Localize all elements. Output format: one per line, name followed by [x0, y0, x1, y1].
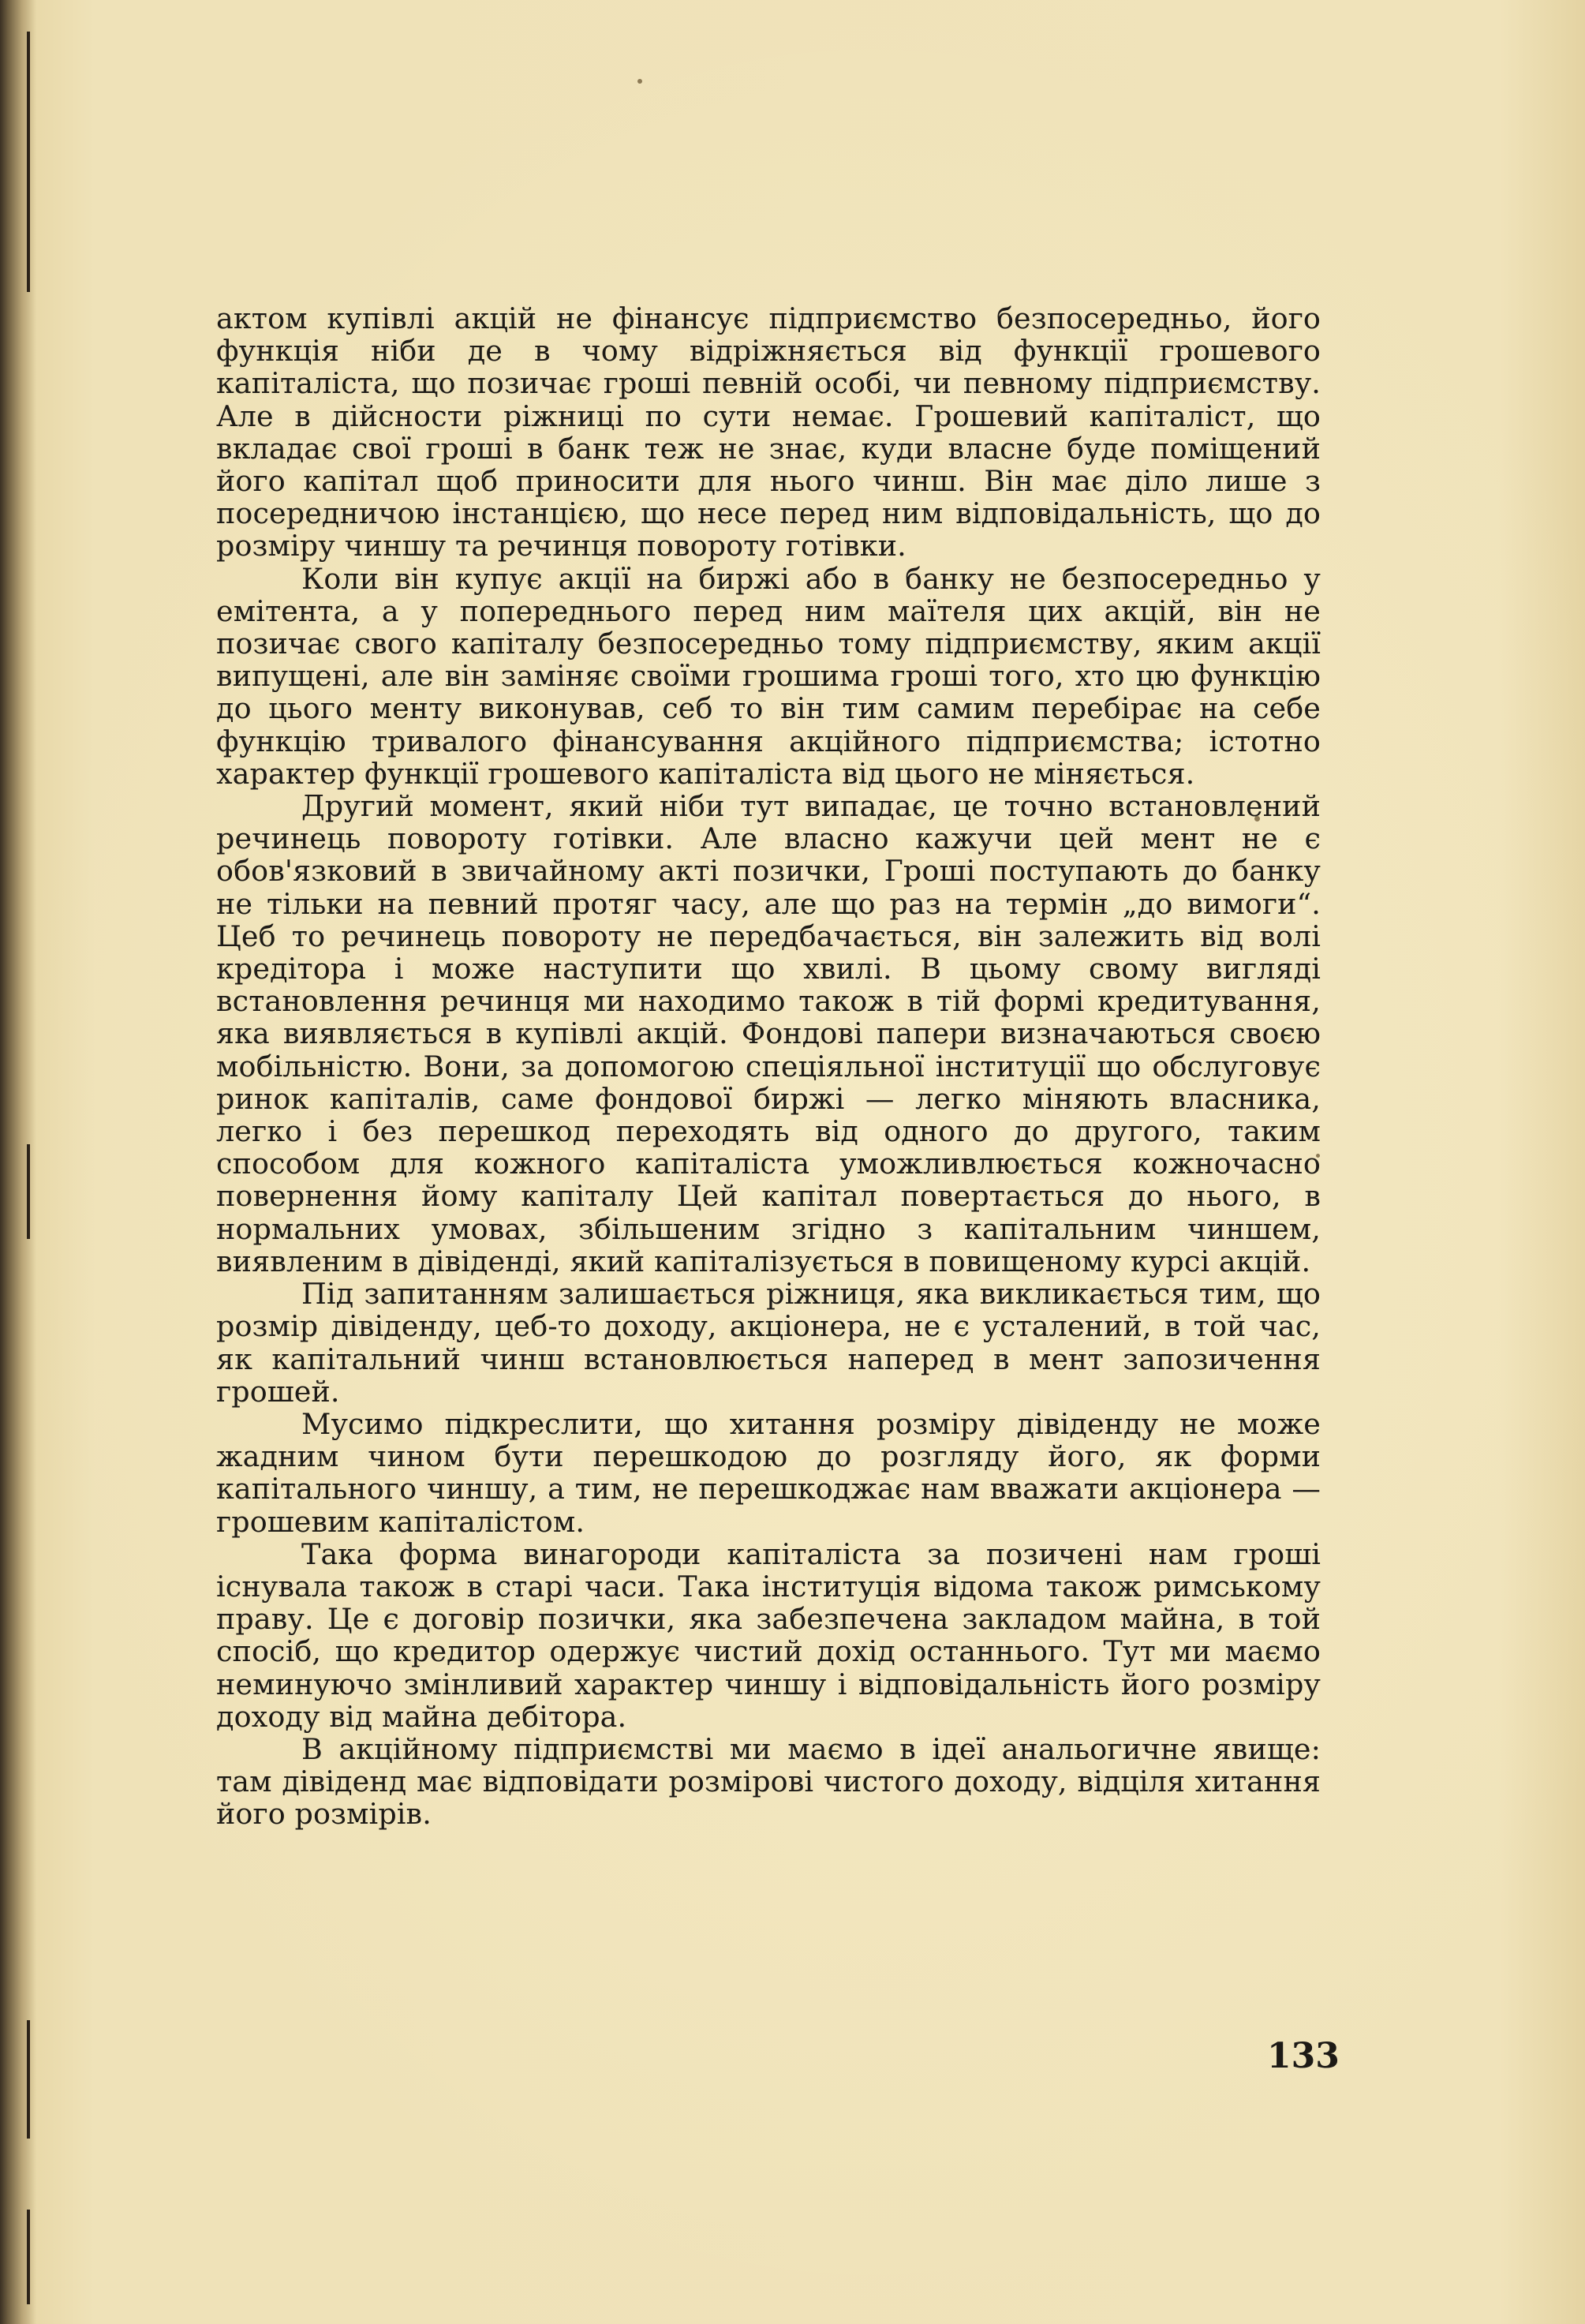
paragraph: Другий момент, який ніби тут випадає, це точно встановлений речинець повороту готівки. Але власно кажучи цей мент не є обов'язковий в звичайному акті позички, Гроші поступають до банку не тільки на певний протяг часу, але що раз на термін „до вимоги“. Цеб то речинець повороту не передбачається, він залежить від волі кредітора і може наступити що хвилі. В цьому свому вигляді встановлення речинця ми находимо також в тій формі кредитування, яка виявляється в купівлі акцій. Фондові папери визначаються своєю мобільністю. Вони, за допомогою спеціяльної інституції що обслуговує ринок капіталів, саме фондової биржі — легко міняють власника, легко і без перешкод переходять від одного до другого, таким способом для кожного капіталіста уможливлюється кожночасно повернення йому капіталу Цей капітал повертається до нього, в нормальних умовах, збільшеним згідно з капітальним чиншем, виявленим в дівіденді, який капіталізується в повищеному курсі акцій. [216, 789, 1321, 1278]
paragraph: актом купівлі акцій не фінансує підприємство безпосередньо, його функція ніби де в чому відріжняється від функції грошевого капіталіста, що позичає гроші певній особі, чи певному підприємству. Але в дійсности ріжниці по сути немає. Грошевий капіталіст, що вкладає свої гроші в банк теж не знає, куди власне буде поміщений його капітал щоб приносити для нього чинш. Він має діло лише з посередничою інстанцією, що несе перед ним відповідальність, що до розміру чиншу та речинця повороту готівки. [216, 301, 1321, 563]
binding-mark [27, 32, 30, 292]
paragraph: Така форма винагороди капіталіста за позичені нам гроші існувала також в старі часи. Така інституція відома також римському праву. Це є договір позички, яка забезпечена закладом майна, в той спосіб, що кредитор одержує чистий дохід останнього. Тут ми маємо неминуючо змінливий характер чиншу і відповідальність його розміру доходу від майна дебітора. [216, 1536, 1321, 1734]
paragraph: Під запитанням залишається ріжниця, яка викликається тим, що розмір дівіденду, цеб-то доходу, акціонера, не є усталений, в той час, як капітальний чинш встановлюється наперед в мент запозичення грошей. [216, 1277, 1321, 1409]
binding-mark [27, 1144, 30, 1239]
binding-mark [27, 2020, 30, 2139]
paragraph: Мусимо підкреслити, що хитання розміру дівіденду не може жадним чином бути перешкодою до розгляду його, як форми капітального чиншу, а тим, не перешкоджає нам вважати акціонера — грошевим капіталістом. [216, 1406, 1321, 1539]
book-binding-edge [0, 0, 36, 2324]
binding-mark [27, 2210, 30, 2304]
paragraph: В акційному підприємстві ми маємо в ідеї анальогичне явище: там дівіденд має відповідати розмірові чистого доходу, відціля хитання його розмірів. [216, 1731, 1321, 1832]
body-text [216, 302, 1321, 1831]
page-number: 133 [1267, 2036, 1340, 2076]
paper-speck [637, 79, 642, 84]
paragraph: Коли він купує акції на биржі або в банку не безпосередньо у емітента, а у попереднього перед ним маїтеля цих акцій, він не позичає свого капіталу безпосередньо тому підприємству, яким акції випущені, але він заміняє своїми грошима гроші того, хто цю функцію до цього менту виконував, себ то він тим самим перебірає на себе функцію тривалого фінансування акційного підприємства; істотно характер функції грошевого капіталіста від цього не міняється. [216, 561, 1321, 791]
